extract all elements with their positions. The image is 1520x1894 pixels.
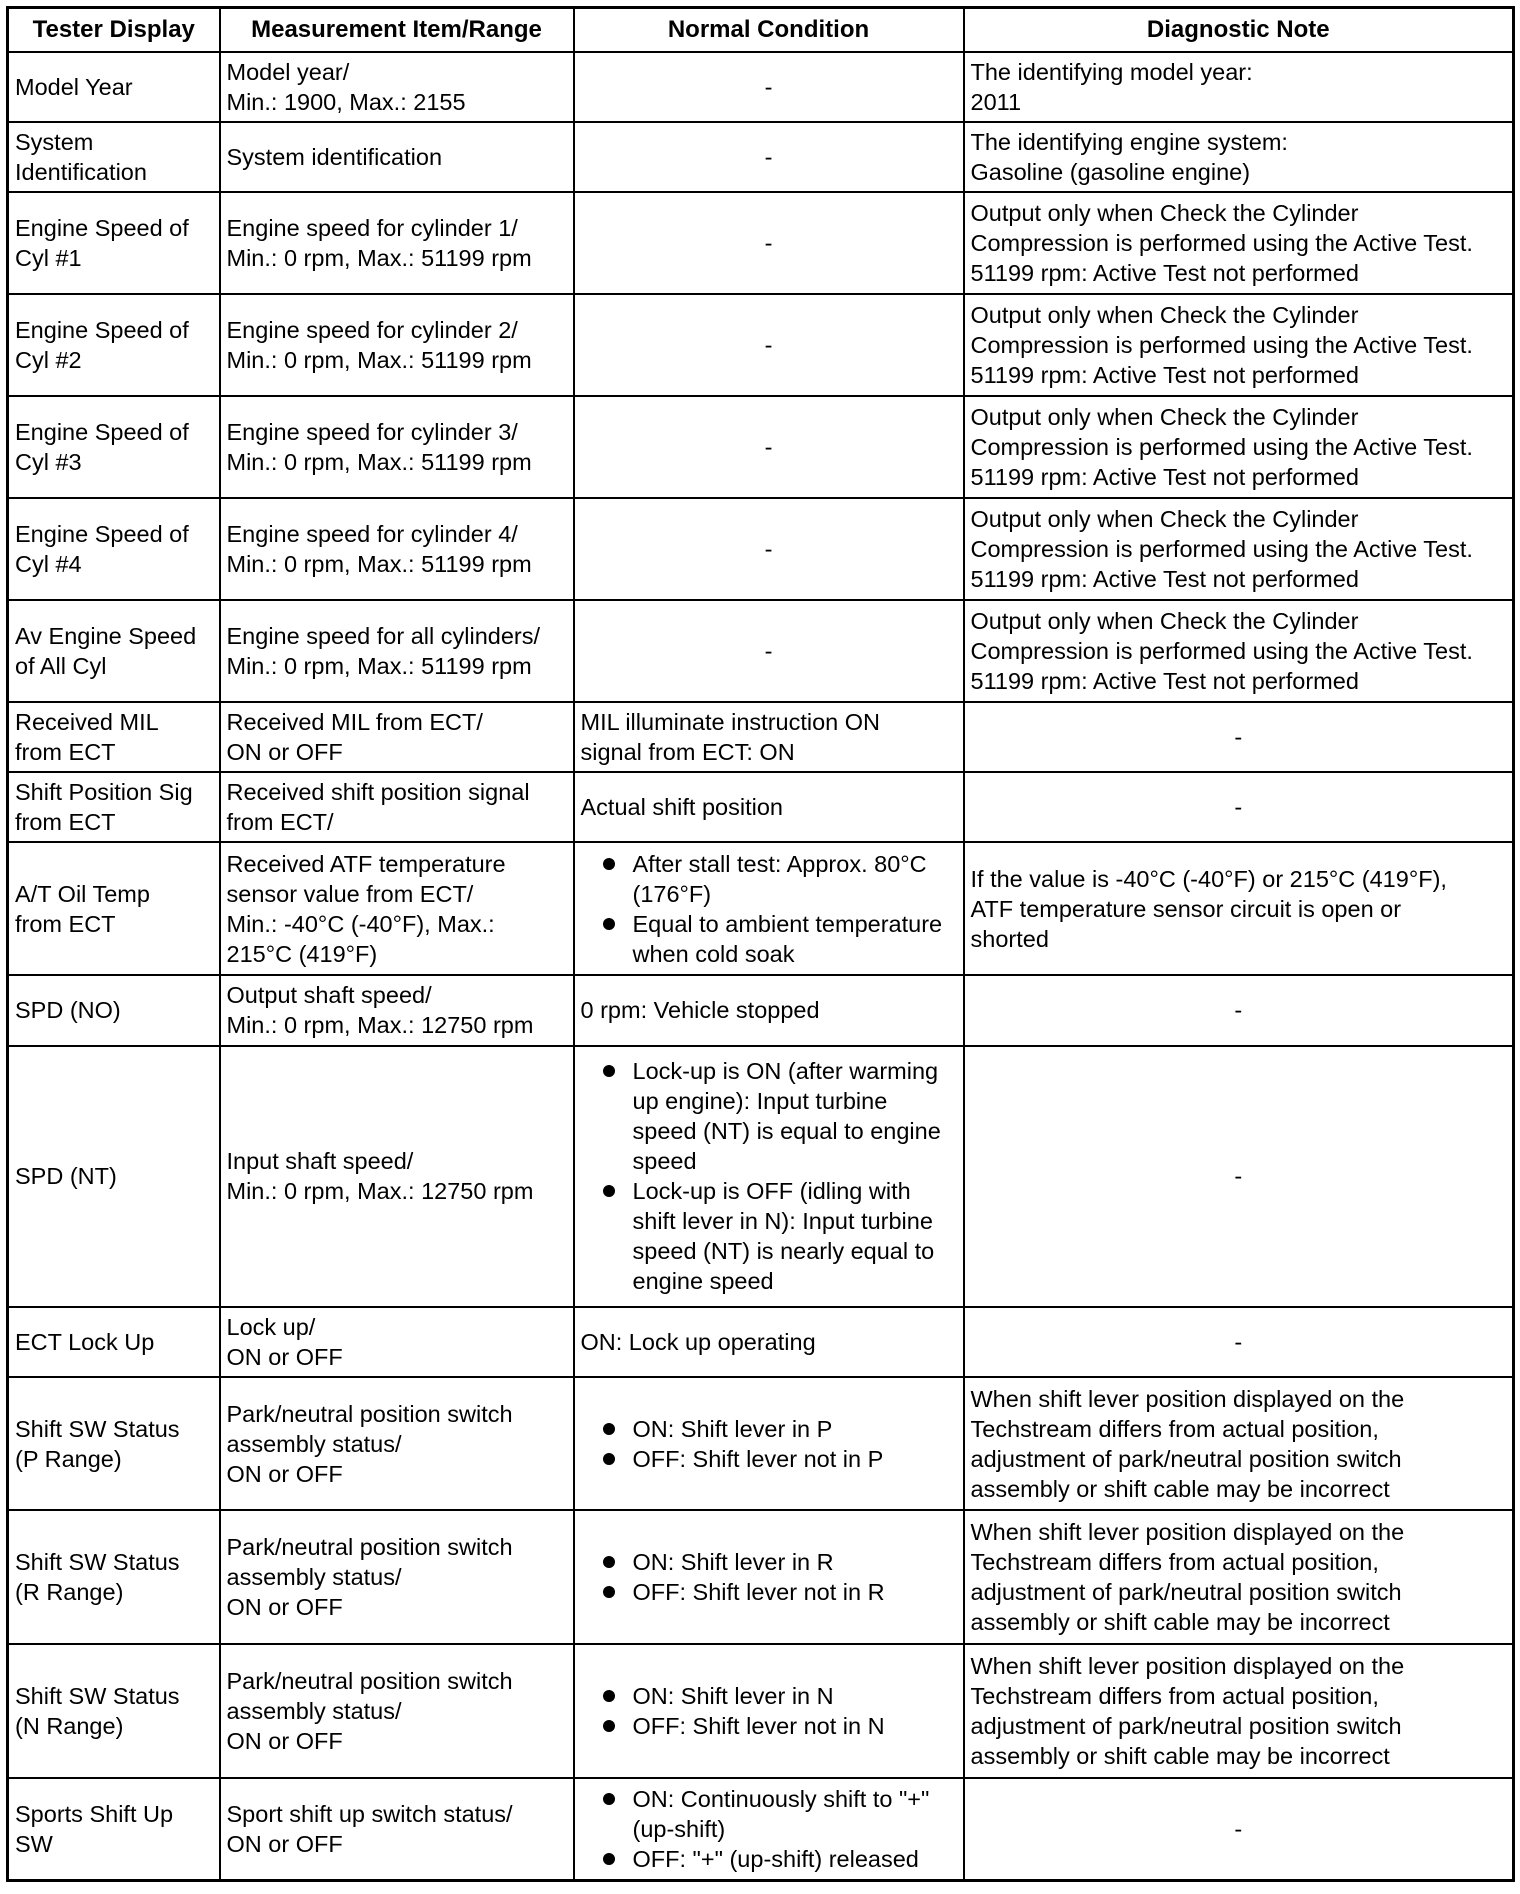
cell-measurement-item-line: Output shaft speed/ bbox=[226, 982, 432, 1009]
cell-diagnostic-note-line: - bbox=[1234, 1163, 1243, 1190]
cell-measurement-item bbox=[220, 396, 574, 498]
cell-normal-condition-line: ON: Lock up operating bbox=[580, 1328, 816, 1355]
cell-tester-display bbox=[8, 498, 220, 600]
cell-normal-condition bbox=[574, 1644, 964, 1778]
cell-diagnostic-note bbox=[964, 702, 1514, 772]
cell-measurement-item bbox=[220, 1778, 574, 1881]
cell-tester-display-line: Cyl #2 bbox=[15, 346, 82, 373]
header-normal-condition: Normal Condition bbox=[574, 8, 964, 53]
cell-tester-display-line: A/T Oil Temp bbox=[15, 880, 150, 907]
cell-normal-condition-list bbox=[581, 1056, 957, 1296]
table-row bbox=[8, 1377, 1514, 1511]
bullet-item: Lock-up is OFF (idling with shift lever in N): Input turbine speed (NT) is nearly equal to engine speed bbox=[633, 1176, 957, 1296]
cell-measurement-item-line: Lock up/ bbox=[226, 1313, 316, 1340]
cell-tester-display-line: Engine Speed of bbox=[15, 215, 189, 242]
cell-measurement-item-line: Received ATF temperature bbox=[226, 850, 506, 877]
cell-measurement-item-line: Engine speed for cylinder 3/ bbox=[226, 418, 518, 445]
data-list-table bbox=[6, 6, 1515, 1882]
cell-diagnostic-note bbox=[964, 842, 1514, 976]
cell-tester-display-line: SW bbox=[15, 1830, 53, 1857]
cell-tester-display-line: from ECT bbox=[15, 910, 116, 937]
cell-tester-display-line: from ECT bbox=[15, 808, 116, 835]
cell-measurement-item-line: assembly status/ bbox=[226, 1698, 402, 1725]
cell-measurement-item-line: Received shift position signal bbox=[226, 778, 530, 805]
cell-diagnostic-note bbox=[964, 772, 1514, 842]
cell-measurement-item-line: Min.: -40°C (-40°F), Max.: bbox=[226, 910, 495, 937]
cell-diagnostic-note-line: assembly or shift cable may be incorrect bbox=[970, 1743, 1390, 1770]
cell-normal-condition-line: - bbox=[764, 637, 773, 664]
cell-normal-condition-line: - bbox=[764, 74, 773, 101]
table-body bbox=[8, 52, 1514, 1881]
cell-normal-condition-line: Actual shift position bbox=[580, 793, 783, 820]
cell-diagnostic-note-line: The identifying model year: bbox=[970, 59, 1253, 86]
cell-tester-display-line: (N Range) bbox=[15, 1713, 124, 1740]
table-row bbox=[8, 1046, 1514, 1307]
cell-tester-display-line: Model Year bbox=[15, 74, 133, 101]
cell-tester-display-line: from ECT bbox=[15, 738, 116, 765]
cell-tester-display-line: Shift Position Sig bbox=[15, 778, 193, 805]
cell-diagnostic-note-line: assembly or shift cable may be incorrect bbox=[970, 1475, 1390, 1502]
table-row bbox=[8, 1778, 1514, 1881]
cell-tester-display-line: System bbox=[15, 129, 94, 156]
cell-measurement-item bbox=[220, 498, 574, 600]
cell-diagnostic-note-line: adjustment of park/neutral position switch bbox=[970, 1713, 1402, 1740]
bullet-item: ON: Shift lever in P bbox=[633, 1414, 957, 1444]
table-row bbox=[8, 1644, 1514, 1778]
cell-measurement-item-line: ON or OFF bbox=[226, 1594, 343, 1621]
cell-measurement-item bbox=[220, 975, 574, 1045]
cell-diagnostic-note bbox=[964, 1510, 1514, 1644]
cell-diagnostic-note-line: Compression is performed using the Active Test. bbox=[970, 637, 1473, 664]
cell-tester-display-line: Cyl #3 bbox=[15, 448, 82, 475]
table-row bbox=[8, 396, 1514, 498]
cell-measurement-item-line: Min.: 0 rpm, Max.: 51199 rpm bbox=[226, 652, 532, 679]
cell-tester-display-line: Engine Speed of bbox=[15, 316, 189, 343]
cell-tester-display bbox=[8, 702, 220, 772]
cell-measurement-item bbox=[220, 52, 574, 122]
cell-tester-display-line: SPD (NO) bbox=[15, 997, 121, 1024]
bullet-item: Equal to ambient temperature when cold soak bbox=[633, 909, 957, 969]
cell-measurement-item bbox=[220, 294, 574, 396]
cell-diagnostic-note-line: assembly or shift cable may be incorrect bbox=[970, 1609, 1390, 1636]
cell-tester-display-line: Shift SW Status bbox=[15, 1549, 180, 1576]
cell-normal-condition-line: - bbox=[764, 433, 773, 460]
cell-diagnostic-note-line: Compression is performed using the Active Test. bbox=[970, 331, 1473, 358]
cell-diagnostic-note bbox=[964, 396, 1514, 498]
cell-measurement-item-line: Model year/ bbox=[226, 59, 350, 86]
header-diagnostic-note: Diagnostic Note bbox=[964, 8, 1514, 53]
cell-measurement-item bbox=[220, 702, 574, 772]
cell-tester-display-line: Shift SW Status bbox=[15, 1683, 180, 1710]
table-row bbox=[8, 772, 1514, 842]
cell-measurement-item bbox=[220, 1377, 574, 1511]
cell-measurement-item bbox=[220, 600, 574, 702]
cell-normal-condition bbox=[574, 192, 964, 294]
cell-measurement-item bbox=[220, 842, 574, 976]
cell-normal-condition bbox=[574, 702, 964, 772]
cell-measurement-item-line: Min.: 0 rpm, Max.: 51199 rpm bbox=[226, 448, 532, 475]
header-measurement-item: Measurement Item/Range bbox=[220, 8, 574, 53]
cell-diagnostic-note-line: ATF temperature sensor circuit is open or bbox=[970, 895, 1402, 922]
cell-diagnostic-note-line: Output only when Check the Cylinder bbox=[970, 301, 1359, 328]
cell-normal-condition bbox=[574, 1046, 964, 1307]
cell-tester-display-line: Identification bbox=[15, 159, 147, 186]
cell-normal-condition bbox=[574, 1510, 964, 1644]
bullet-item: Lock-up is ON (after warming up engine): Input turbine speed (NT) is equal to engine speed bbox=[633, 1056, 957, 1176]
cell-normal-condition bbox=[574, 396, 964, 498]
cell-diagnostic-note-line: When shift lever position displayed on the bbox=[970, 1385, 1405, 1412]
cell-measurement-item-line: Sport shift up switch status/ bbox=[226, 1800, 513, 1827]
cell-tester-display-line: of All Cyl bbox=[15, 652, 107, 679]
cell-measurement-item-line: Min.: 0 rpm, Max.: 51199 rpm bbox=[226, 550, 532, 577]
cell-diagnostic-note-line: adjustment of park/neutral position switch bbox=[970, 1579, 1402, 1606]
cell-measurement-item-line: assembly status/ bbox=[226, 1564, 402, 1591]
cell-diagnostic-note bbox=[964, 1644, 1514, 1778]
cell-measurement-item-line: Engine speed for cylinder 4/ bbox=[226, 520, 518, 547]
cell-diagnostic-note-line: - bbox=[1234, 1815, 1243, 1842]
table-row bbox=[8, 1307, 1514, 1377]
cell-diagnostic-note-line: Output only when Check the Cylinder bbox=[970, 200, 1359, 227]
cell-measurement-item-line: Engine speed for cylinder 1/ bbox=[226, 215, 518, 242]
cell-diagnostic-note-line: - bbox=[1234, 793, 1243, 820]
cell-measurement-item bbox=[220, 192, 574, 294]
cell-diagnostic-note bbox=[964, 1377, 1514, 1511]
cell-normal-condition bbox=[574, 1307, 964, 1377]
cell-diagnostic-note-line: Compression is performed using the Active Test. bbox=[970, 433, 1473, 460]
cell-diagnostic-note-line: Output only when Check the Cylinder bbox=[970, 607, 1359, 634]
cell-normal-condition bbox=[574, 122, 964, 192]
cell-diagnostic-note-line: Techstream differs from actual position, bbox=[970, 1549, 1379, 1576]
cell-diagnostic-note-line: Output only when Check the Cylinder bbox=[970, 505, 1359, 532]
cell-normal-condition-line: MIL illuminate instruction ON bbox=[580, 708, 881, 735]
table-row bbox=[8, 1510, 1514, 1644]
cell-diagnostic-note-line: - bbox=[1234, 1328, 1243, 1355]
cell-diagnostic-note-line: Compression is performed using the Active Test. bbox=[970, 230, 1473, 257]
cell-tester-display bbox=[8, 842, 220, 976]
cell-diagnostic-note-line: The identifying engine system: bbox=[970, 129, 1288, 156]
cell-tester-display bbox=[8, 52, 220, 122]
cell-normal-condition-list bbox=[581, 1414, 957, 1474]
cell-measurement-item-line: Min.: 0 rpm, Max.: 12750 rpm bbox=[226, 1012, 534, 1039]
cell-diagnostic-note bbox=[964, 122, 1514, 192]
cell-diagnostic-note-line: Gasoline (gasoline engine) bbox=[970, 159, 1251, 186]
cell-measurement-item-line: from ECT/ bbox=[226, 808, 334, 835]
bullet-item: OFF: "+" (up-shift) released bbox=[633, 1844, 957, 1874]
cell-measurement-item-line: ON or OFF bbox=[226, 1343, 343, 1370]
cell-diagnostic-note bbox=[964, 192, 1514, 294]
cell-measurement-item-line: sensor value from ECT/ bbox=[226, 880, 474, 907]
cell-diagnostic-note-line: adjustment of park/neutral position switch bbox=[970, 1445, 1402, 1472]
cell-measurement-item bbox=[220, 1307, 574, 1377]
table-row bbox=[8, 294, 1514, 396]
bullet-item: OFF: Shift lever not in R bbox=[633, 1577, 957, 1607]
cell-diagnostic-note bbox=[964, 600, 1514, 702]
cell-normal-condition bbox=[574, 498, 964, 600]
cell-diagnostic-note bbox=[964, 975, 1514, 1045]
cell-measurement-item bbox=[220, 122, 574, 192]
bullet-item: OFF: Shift lever not in N bbox=[633, 1711, 957, 1741]
cell-diagnostic-note bbox=[964, 498, 1514, 600]
header-tester-display: Tester Display bbox=[8, 8, 220, 53]
cell-diagnostic-note-line: If the value is -40°C (-40°F) or 215°C (419°F), bbox=[970, 865, 1447, 892]
cell-measurement-item-line: Park/neutral position switch bbox=[226, 1534, 513, 1561]
bullet-item: After stall test: Approx. 80°C (176°F) bbox=[633, 849, 957, 909]
cell-normal-condition bbox=[574, 772, 964, 842]
cell-normal-condition-list bbox=[581, 1784, 957, 1874]
cell-tester-display-line: Cyl #4 bbox=[15, 550, 82, 577]
cell-measurement-item-line: ON or OFF bbox=[226, 1728, 343, 1755]
cell-measurement-item-line: Park/neutral position switch bbox=[226, 1400, 513, 1427]
cell-normal-condition bbox=[574, 1778, 964, 1881]
cell-diagnostic-note-line: - bbox=[1234, 723, 1243, 750]
cell-diagnostic-note-line: shorted bbox=[970, 925, 1049, 952]
cell-measurement-item bbox=[220, 1046, 574, 1307]
table-row bbox=[8, 702, 1514, 772]
table-row bbox=[8, 192, 1514, 294]
cell-tester-display bbox=[8, 122, 220, 192]
cell-normal-condition bbox=[574, 294, 964, 396]
bullet-item: ON: Shift lever in N bbox=[633, 1681, 957, 1711]
cell-tester-display-line: (P Range) bbox=[15, 1445, 122, 1472]
cell-measurement-item-line: Min.: 1900, Max.: 2155 bbox=[226, 89, 466, 116]
bullet-item: ON: Shift lever in R bbox=[633, 1547, 957, 1577]
cell-measurement-item-line: Engine speed for all cylinders/ bbox=[226, 622, 541, 649]
table-row bbox=[8, 975, 1514, 1045]
cell-diagnostic-note-line: 51199 rpm: Active Test not performed bbox=[970, 667, 1359, 694]
cell-tester-display-line: Received MIL bbox=[15, 708, 159, 735]
header-row bbox=[8, 8, 1514, 53]
cell-measurement-item-line: Min.: 0 rpm, Max.: 12750 rpm bbox=[226, 1178, 534, 1205]
cell-diagnostic-note bbox=[964, 1307, 1514, 1377]
cell-diagnostic-note-line: 2011 bbox=[970, 89, 1022, 116]
bullet-item: OFF: Shift lever not in P bbox=[633, 1444, 957, 1474]
cell-tester-display-line: Av Engine Speed bbox=[15, 622, 197, 649]
cell-measurement-item-line: ON or OFF bbox=[226, 738, 343, 765]
cell-diagnostic-note-line: 51199 rpm: Active Test not performed bbox=[970, 463, 1359, 490]
cell-normal-condition-line: 0 rpm: Vehicle stopped bbox=[580, 997, 820, 1024]
cell-diagnostic-note-line: 51199 rpm: Active Test not performed bbox=[970, 565, 1359, 592]
cell-diagnostic-note bbox=[964, 294, 1514, 396]
table-row bbox=[8, 600, 1514, 702]
cell-diagnostic-note bbox=[964, 1046, 1514, 1307]
table-row bbox=[8, 122, 1514, 192]
cell-tester-display-line: Sports Shift Up bbox=[15, 1800, 174, 1827]
cell-diagnostic-note-line: Output only when Check the Cylinder bbox=[970, 403, 1359, 430]
cell-tester-display bbox=[8, 192, 220, 294]
cell-tester-display-line: Engine Speed of bbox=[15, 520, 189, 547]
cell-normal-condition bbox=[574, 600, 964, 702]
cell-measurement-item-line: System identification bbox=[226, 144, 443, 171]
cell-normal-condition bbox=[574, 975, 964, 1045]
cell-diagnostic-note bbox=[964, 52, 1514, 122]
cell-measurement-item-line: Min.: 0 rpm, Max.: 51199 rpm bbox=[226, 346, 532, 373]
cell-normal-condition-line: signal from ECT: ON bbox=[580, 738, 795, 765]
cell-measurement-item bbox=[220, 1510, 574, 1644]
cell-diagnostic-note-line: 51199 rpm: Active Test not performed bbox=[970, 361, 1359, 388]
cell-normal-condition-list bbox=[581, 1681, 957, 1741]
cell-tester-display-line: SPD (NT) bbox=[15, 1163, 117, 1190]
cell-measurement-item-line: Park/neutral position switch bbox=[226, 1668, 513, 1695]
cell-diagnostic-note-line: When shift lever position displayed on the bbox=[970, 1653, 1405, 1680]
cell-diagnostic-note-line: 51199 rpm: Active Test not performed bbox=[970, 260, 1359, 287]
table-row bbox=[8, 498, 1514, 600]
cell-normal-condition-line: - bbox=[764, 535, 773, 562]
cell-tester-display-line: ECT Lock Up bbox=[15, 1328, 155, 1355]
cell-tester-display bbox=[8, 1377, 220, 1511]
cell-tester-display bbox=[8, 1046, 220, 1307]
cell-tester-display bbox=[8, 1510, 220, 1644]
cell-diagnostic-note-line: - bbox=[1234, 997, 1243, 1024]
table-row bbox=[8, 52, 1514, 122]
cell-diagnostic-note-line: When shift lever position displayed on the bbox=[970, 1519, 1405, 1546]
cell-tester-display-line: Shift SW Status bbox=[15, 1415, 180, 1442]
cell-measurement-item-line: Input shaft speed/ bbox=[226, 1148, 414, 1175]
table-header bbox=[8, 8, 1514, 53]
table-row bbox=[8, 842, 1514, 976]
cell-tester-display bbox=[8, 1307, 220, 1377]
cell-measurement-item-line: Engine speed for cylinder 2/ bbox=[226, 316, 518, 343]
cell-normal-condition bbox=[574, 842, 964, 976]
cell-diagnostic-note bbox=[964, 1778, 1514, 1881]
cell-measurement-item-line: 215°C (419°F) bbox=[226, 940, 378, 967]
cell-tester-display bbox=[8, 396, 220, 498]
cell-measurement-item bbox=[220, 1644, 574, 1778]
cell-measurement-item-line: assembly status/ bbox=[226, 1430, 402, 1457]
cell-diagnostic-note-line: Techstream differs from actual position, bbox=[970, 1415, 1379, 1442]
cell-measurement-item-line: ON or OFF bbox=[226, 1460, 343, 1487]
cell-normal-condition-line: - bbox=[764, 331, 773, 358]
cell-normal-condition-list bbox=[581, 849, 957, 969]
cell-tester-display bbox=[8, 1644, 220, 1778]
cell-tester-display-line: Cyl #1 bbox=[15, 245, 82, 272]
cell-normal-condition bbox=[574, 1377, 964, 1511]
cell-tester-display-line: (R Range) bbox=[15, 1579, 124, 1606]
cell-tester-display bbox=[8, 600, 220, 702]
cell-tester-display bbox=[8, 294, 220, 396]
cell-measurement-item-line: ON or OFF bbox=[226, 1830, 343, 1857]
cell-tester-display bbox=[8, 772, 220, 842]
cell-tester-display bbox=[8, 1778, 220, 1881]
cell-normal-condition-line: - bbox=[764, 144, 773, 171]
cell-measurement-item-line: Received MIL from ECT/ bbox=[226, 708, 483, 735]
cell-diagnostic-note-line: Compression is performed using the Active Test. bbox=[970, 535, 1473, 562]
cell-tester-display bbox=[8, 975, 220, 1045]
cell-tester-display-line: Engine Speed of bbox=[15, 418, 189, 445]
cell-diagnostic-note-line: Techstream differs from actual position, bbox=[970, 1683, 1379, 1710]
cell-measurement-item-line: Min.: 0 rpm, Max.: 51199 rpm bbox=[226, 245, 532, 272]
cell-normal-condition-line: - bbox=[764, 230, 773, 257]
cell-normal-condition-list bbox=[581, 1547, 957, 1607]
cell-normal-condition bbox=[574, 52, 964, 122]
cell-measurement-item bbox=[220, 772, 574, 842]
bullet-item: ON: Continuously shift to "+" (up-shift) bbox=[633, 1784, 957, 1844]
